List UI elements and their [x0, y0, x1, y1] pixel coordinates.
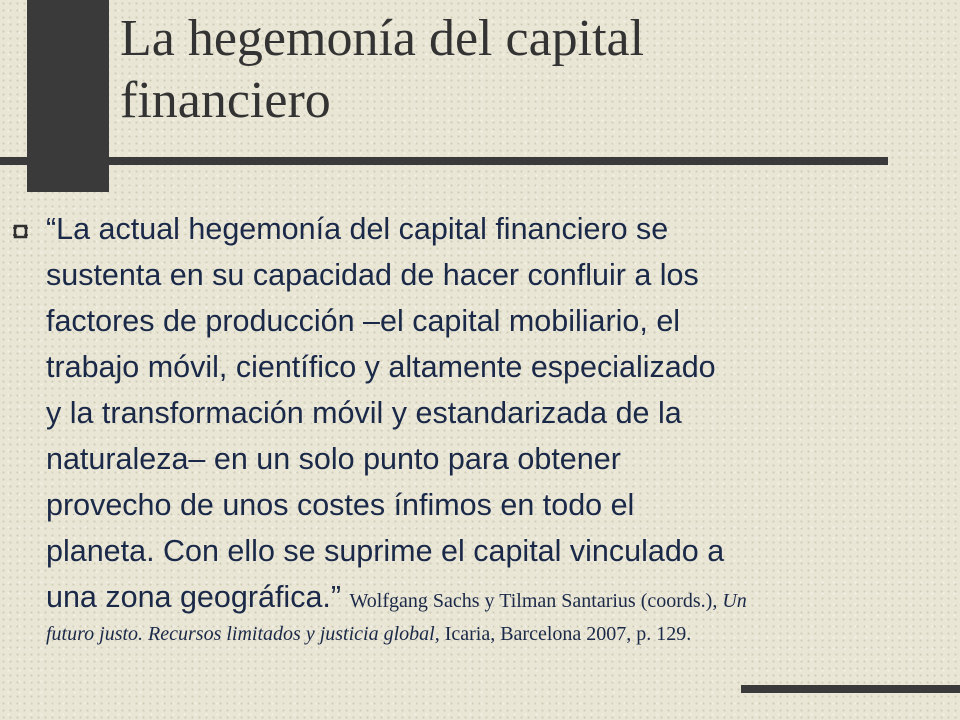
citation-title-part1: Un — [722, 590, 747, 612]
citation-title-part2: futuro justo. Recursos limitados y justicia global, — [46, 623, 440, 645]
quote-line: trabajo móvil, científico y altamente especializado — [46, 350, 716, 384]
quote-paragraph — [46, 206, 926, 624]
citation-publisher: Icaria, Barcelona 2007, p. 129. — [439, 623, 692, 645]
title-line-1: La hegemonía del capital — [120, 10, 645, 67]
quote-line: una zona geográfica.” — [46, 580, 342, 614]
title-underline-rule — [0, 157, 888, 165]
square-hash-bullet-icon — [13, 224, 28, 239]
quote-line: sustenta en su capacidad de hacer confluir a los — [46, 258, 699, 292]
quote-line: planeta. Con ello se suprime el capital vinculado a — [46, 534, 725, 568]
citation-continuation — [46, 621, 926, 647]
quote-line: provecho de unos costes ínfimos en todo el — [46, 488, 635, 522]
slide-title — [120, 8, 920, 132]
quote-line: factores de producción –el capital mobiliario, el — [46, 304, 681, 338]
title-line-2: financiero — [120, 72, 331, 129]
quote-line: “La actual hegemonía del capital financiero se — [46, 212, 669, 246]
citation-authors: Wolfgang Sachs y Tilman Santarius (coords.), — [349, 590, 723, 612]
bottom-right-rule — [741, 685, 960, 693]
quote-line: y la transformación móvil y estandarizada de la — [46, 396, 682, 430]
quote-line: naturaleza– en un solo punto para obtener — [46, 442, 621, 476]
